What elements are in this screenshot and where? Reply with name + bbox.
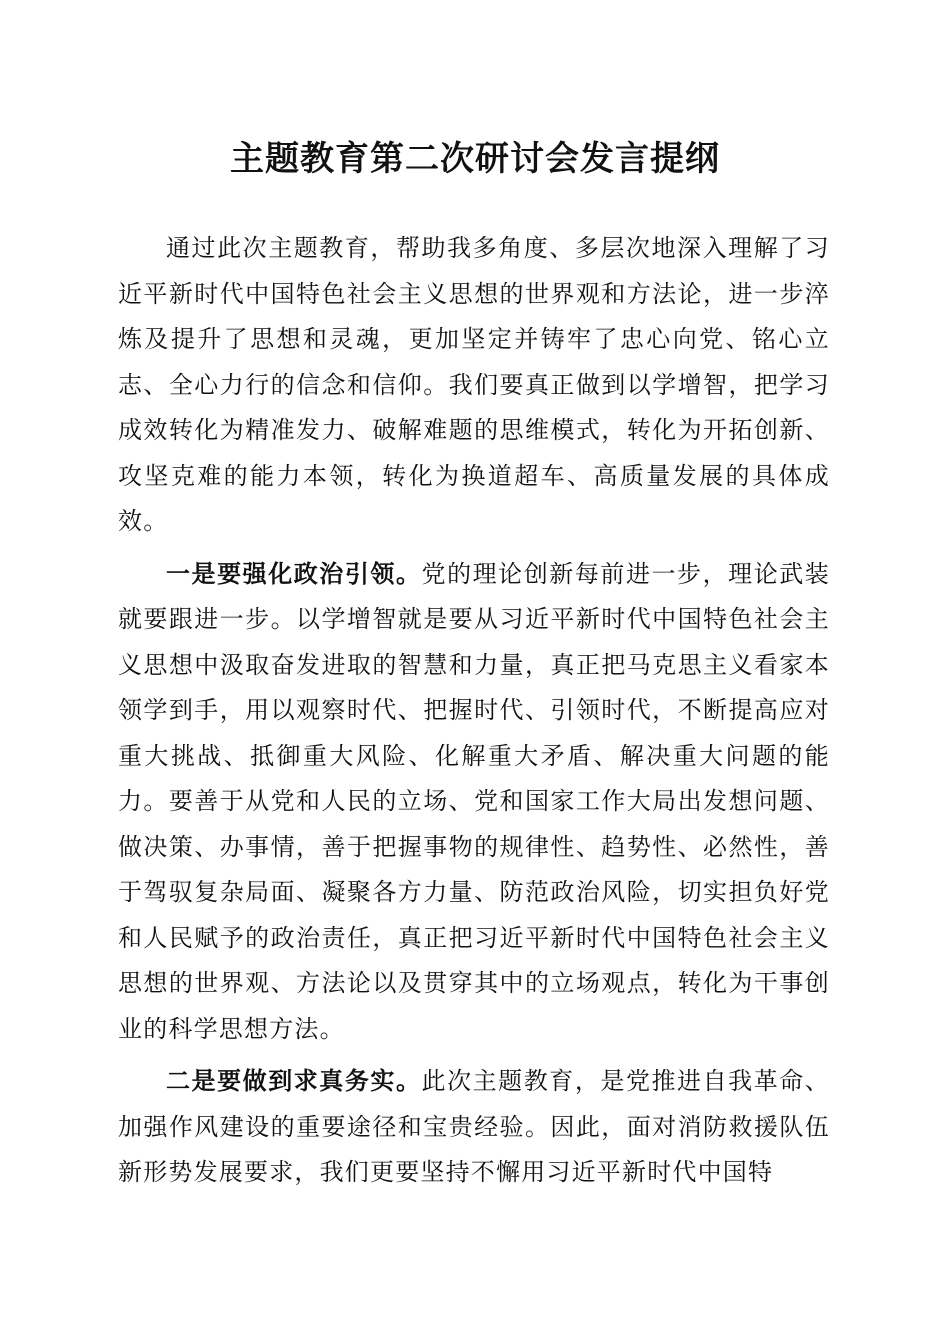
paragraph-point-one <box>118 551 830 1053</box>
paragraph-point-two-text: 此次主题教育，是党推进自我革命、加强作风建设的重要途径和宝贵经验。因此，面对消防救援队伍新形势发展要求，我们更要坚持不懈用习近平新时代中国特 <box>118 1067 831 1186</box>
paragraph-point-one-text: 党的理论创新每前进一步，理论武装就要跟进一步。以学增智就是要从习近平新时代中国特色社会主义思想中汲取奋发进取的智慧和力量，真正把马克思主义看家本领学到手，用以观察时代、把握时代、引领时代，不断提高应对重大挑战、抵御重大风险、化解重大矛盾、解决重大问题的能力。要善于从党和人民的立场、党和国家工作大局出发想问题、做决策、办事情，善于把握事物的规律性、趋势性、必然性，善于驾驭复杂局面、凝聚各方力量、防范政治风险，切实担负好党和人民赋予的政治责任，真正把习近平新时代中国特色社会主义思想的世界观、方法论以及贯穿其中的立场观点，转化为干事创业的科学思想方法。 <box>118 559 831 1043</box>
paragraph-point-two <box>118 1058 830 1196</box>
document-body <box>118 226 830 1202</box>
document-title: 主题教育第二次研讨会发言提纲 <box>230 139 720 179</box>
paragraph-intro-text: 通过此次主题教育，帮助我多角度、多层次地深入理解了习近平新时代中国特色社会主义思想的世界观和方法论，进一步淬炼及提升了思想和灵魂，更加坚定并铸牢了忠心向党、铭心立志、全心力行的信念和信仰。我们要真正做到以学增智，把学习成效转化为精准发力、破解难题的思维模式，转化为开拓创新、攻坚克难的能力本领，转化为换道超车、高质量发展的具体成效。 <box>118 234 830 535</box>
paragraph-point-two-lead: 二是要做到求真务实。 <box>166 1066 422 1095</box>
paragraph-intro <box>118 226 830 545</box>
paragraph-point-one-lead: 一是要强化政治引领。 <box>166 558 422 588</box>
